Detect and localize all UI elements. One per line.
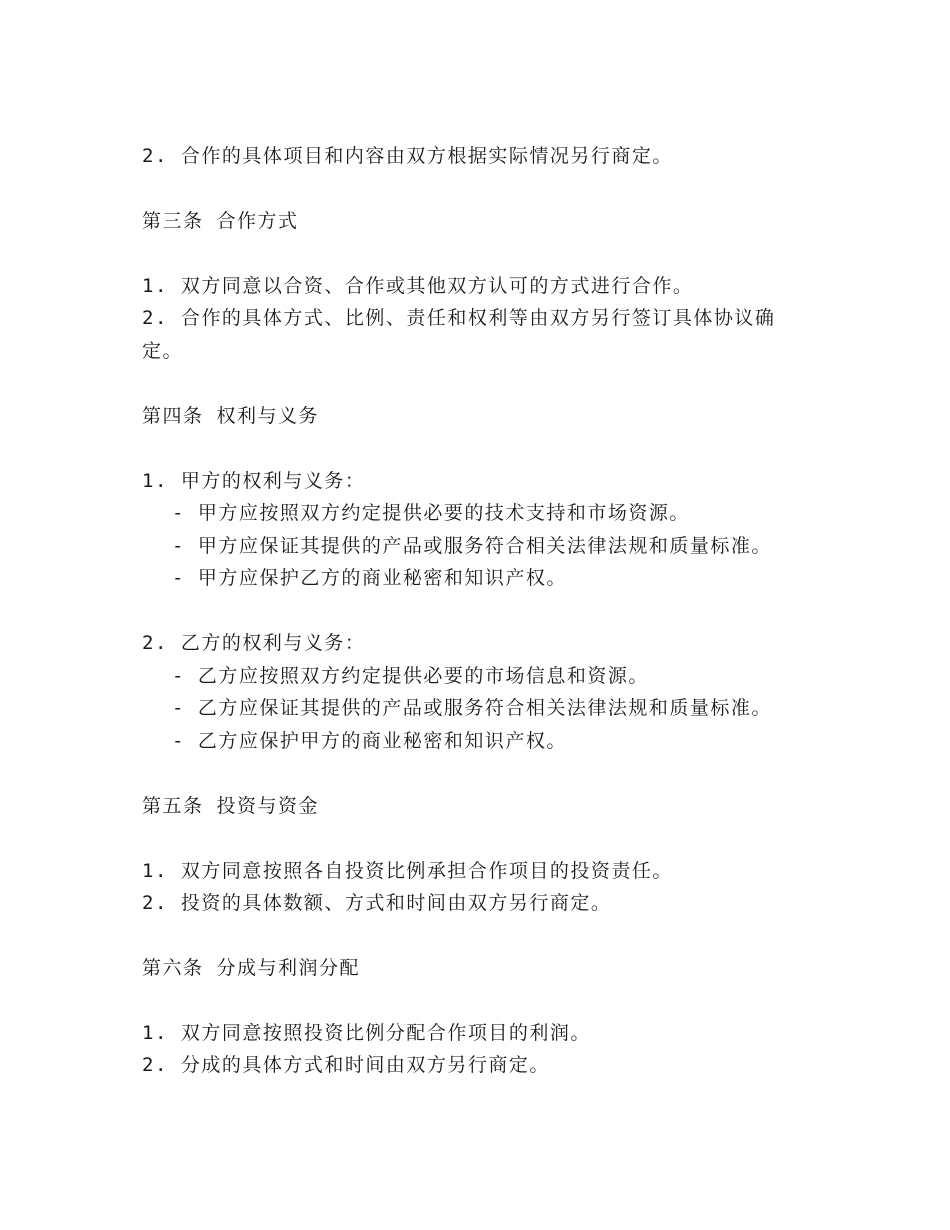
article-3-heading: 第三条 合作方式 bbox=[142, 210, 299, 232]
party-a-bullet: - 甲方应按照双方约定提供必要的技术支持和市场资源。 bbox=[172, 502, 690, 524]
article-3-item-1: 1. 双方同意以合资、合作或其他双方认可的方式进行合作。 bbox=[142, 275, 694, 297]
article-3-item-2-line-2: 定。 bbox=[142, 340, 184, 362]
article-6-item-1: 1. 双方同意按照投资比例分配合作项目的利润。 bbox=[142, 1022, 591, 1044]
party-a-title: 1. 甲方的权利与义务： bbox=[142, 470, 366, 492]
party-a-bullet: - 甲方应保证其提供的产品或服务符合相关法律法规和质量标准。 bbox=[172, 535, 772, 557]
article-3-item-2-line-1: 2. 合作的具体方式、比例、责任和权利等由双方另行签订具体协议确 bbox=[142, 307, 776, 329]
party-b-title: 2. 乙方的权利与义务： bbox=[142, 632, 366, 654]
party-a-bullet: - 甲方应保护乙方的商业秘密和知识产权。 bbox=[172, 567, 567, 589]
article-6-heading: 第六条 分成与利润分配 bbox=[142, 957, 360, 979]
party-b-bullet: - 乙方应保护甲方的商业秘密和知识产权。 bbox=[172, 730, 567, 752]
article-6-item-2: 2. 分成的具体方式和时间由双方另行商定。 bbox=[142, 1054, 550, 1076]
article-4-heading: 第四条 权利与义务 bbox=[142, 405, 319, 427]
party-b-bullet: - 乙方应保证其提供的产品或服务符合相关法律法规和质量标准。 bbox=[172, 697, 772, 719]
article-5-item-2: 2. 投资的具体数额、方式和时间由双方另行商定。 bbox=[142, 892, 612, 914]
clause-2-item-2: 2. 合作的具体项目和内容由双方根据实际情况另行商定。 bbox=[142, 145, 673, 167]
article-5-heading: 第五条 投资与资金 bbox=[142, 795, 319, 817]
party-b-bullet: - 乙方应按照双方约定提供必要的市场信息和资源。 bbox=[172, 665, 649, 687]
article-5-item-1: 1. 双方同意按照各自投资比例承担合作项目的投资责任。 bbox=[142, 860, 673, 882]
